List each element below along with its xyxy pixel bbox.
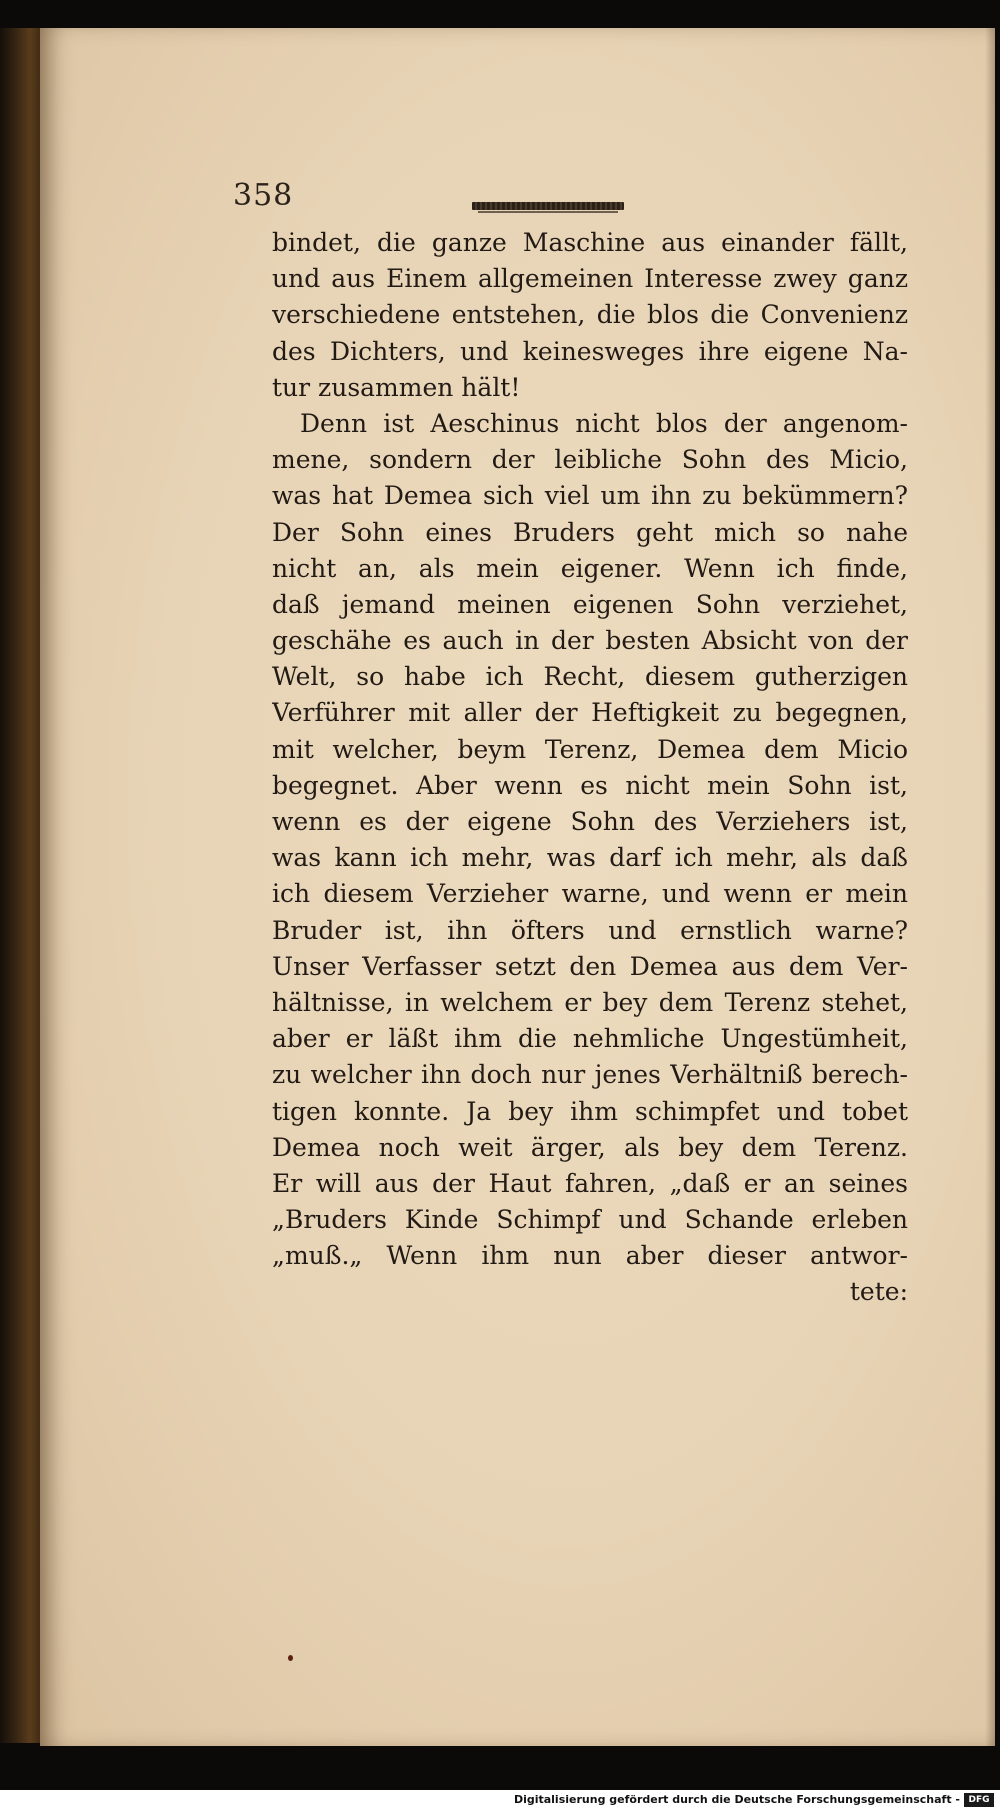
text-line: „Bruders Kinde Schimpf und Schande erleben — [272, 1205, 908, 1235]
text-line: Unser Verfasser setzt den Demea aus dem Ver- — [272, 951, 908, 981]
text-line: Denn ist Aeschinus nicht blos der angenom- — [300, 408, 908, 438]
text-line: tur zusammen hält! — [272, 372, 521, 402]
text-line: was kann ich mehr, was darf ich mehr, als daß — [272, 843, 908, 873]
text-line: hältnisse, in welchem er bey dem Terenz stehet, — [272, 987, 908, 1017]
text-line: Der Sohn eines Bruders geht mich so nahe — [272, 517, 908, 547]
text-line: mene, sondern der leibliche Sohn des Micio, — [272, 445, 908, 475]
text-line: „muß.„ Wenn ihm nun aber dieser antwor- — [272, 1241, 908, 1271]
text-line: bindet, die ganze Maschine aus einander fällt, — [272, 228, 908, 257]
page-edge-shadow — [985, 28, 995, 1746]
footer-bar — [0, 1790, 1000, 1811]
text-line: Welt, so habe ich Recht, diesem gutherzigen — [272, 662, 908, 692]
text-line: aber er läßt ihm die nehmliche Ungestümheit, — [272, 1024, 908, 1054]
text-line: begegnet. Aber wenn es nicht mein Sohn ist, — [272, 770, 908, 800]
text-line: verschiedene entstehen, die blos die Convenienz — [272, 300, 908, 330]
body-text — [272, 225, 908, 1311]
text-line: Er will aus der Haut fahren, „daß er an seines — [272, 1168, 908, 1198]
catchword: tete: — [849, 1277, 908, 1307]
text-line: und aus Einem allgemeinen Interesse zwey ganz — [272, 264, 908, 294]
page-number: 358 — [233, 178, 294, 213]
text-line: des Dichters, und keinesweges ihre eigene Na- — [272, 336, 908, 366]
text-line: was hat Demea sich viel um ihn zu bekümmern? — [272, 481, 908, 511]
text-line: tigen konnte. Ja bey ihm schimpfet und tobet — [272, 1096, 908, 1126]
text-line: Verführer mit aller der Heftigkeit zu begegnen, — [272, 698, 908, 728]
paper-speck — [288, 1655, 293, 1661]
text-line: mit welcher, beym Terenz, Demea dem Micio — [272, 734, 908, 764]
text-line: Demea noch weit ärger, als bey dem Terenz. — [272, 1132, 908, 1162]
text-line: wenn es der eigene Sohn des Verziehers ist, — [272, 807, 908, 836]
text-line: ich diesem Verzieher warne, und wenn er mein — [272, 879, 908, 909]
text-line: zu welcher ihn doch nur jenes Verhältniß berech- — [272, 1060, 908, 1090]
header-ornament-rule — [472, 202, 624, 210]
text-line: Bruder ist, ihn öfters und ernstlich warne? — [272, 915, 908, 945]
dfg-logo: DFG — [964, 1793, 994, 1807]
text-line: geschähe es auch in der besten Absicht von der — [272, 626, 908, 656]
text-line: nicht an, als mein eigener. Wenn ich finde, — [272, 553, 908, 583]
funding-credit-text: Digitalisierung gefördert durch die Deutsche Forschungsgemeinschaft - — [513, 1793, 960, 1806]
text-line: daß jemand meinen eigenen Sohn verziehet, — [272, 589, 908, 619]
